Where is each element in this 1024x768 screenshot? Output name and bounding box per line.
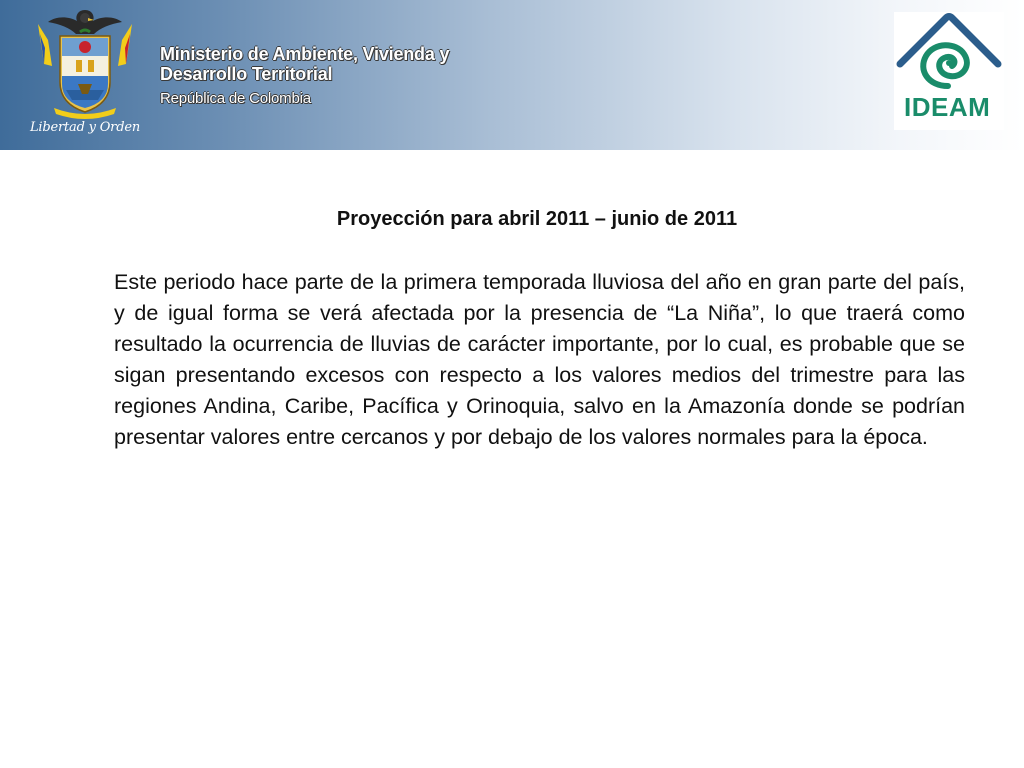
coat-of-arms-icon <box>30 4 140 122</box>
republic-name: República de Colombia <box>160 90 311 107</box>
coat-of-arms <box>30 4 140 146</box>
ideam-logo-text: IDEAM <box>904 92 991 122</box>
ideam-swirl-icon <box>894 12 1004 96</box>
motto-text: Libertad y Orden <box>30 120 140 135</box>
ideam-logo <box>894 12 1004 130</box>
ministry-name: Ministerio de Ambiente, Vivienda y Desarrollo Territorial <box>160 44 450 84</box>
ministry-block <box>160 44 490 108</box>
page-title: Proyección para abril 2011 – junio de 2011 <box>336 208 738 230</box>
header-banner <box>0 0 1024 150</box>
body-paragraph: Este periodo hace parte de la primera temporada lluviosa del año en gran parte del país, y de igual forma se verá afectada por la presencia de “La Niña”, lo que traerá como resultado la ocurrencia de lluvias de carácter importante, por lo cual, es probable que se sigan presentando excesos con respecto a los valores medios del trimestre para las regiones Andina, Caribe, Pacífica y Orinoquia, salvo en la Amazonía donde se podrían presentar valores entre cercanos y por debajo de los valores normales para la época. <box>114 270 965 449</box>
